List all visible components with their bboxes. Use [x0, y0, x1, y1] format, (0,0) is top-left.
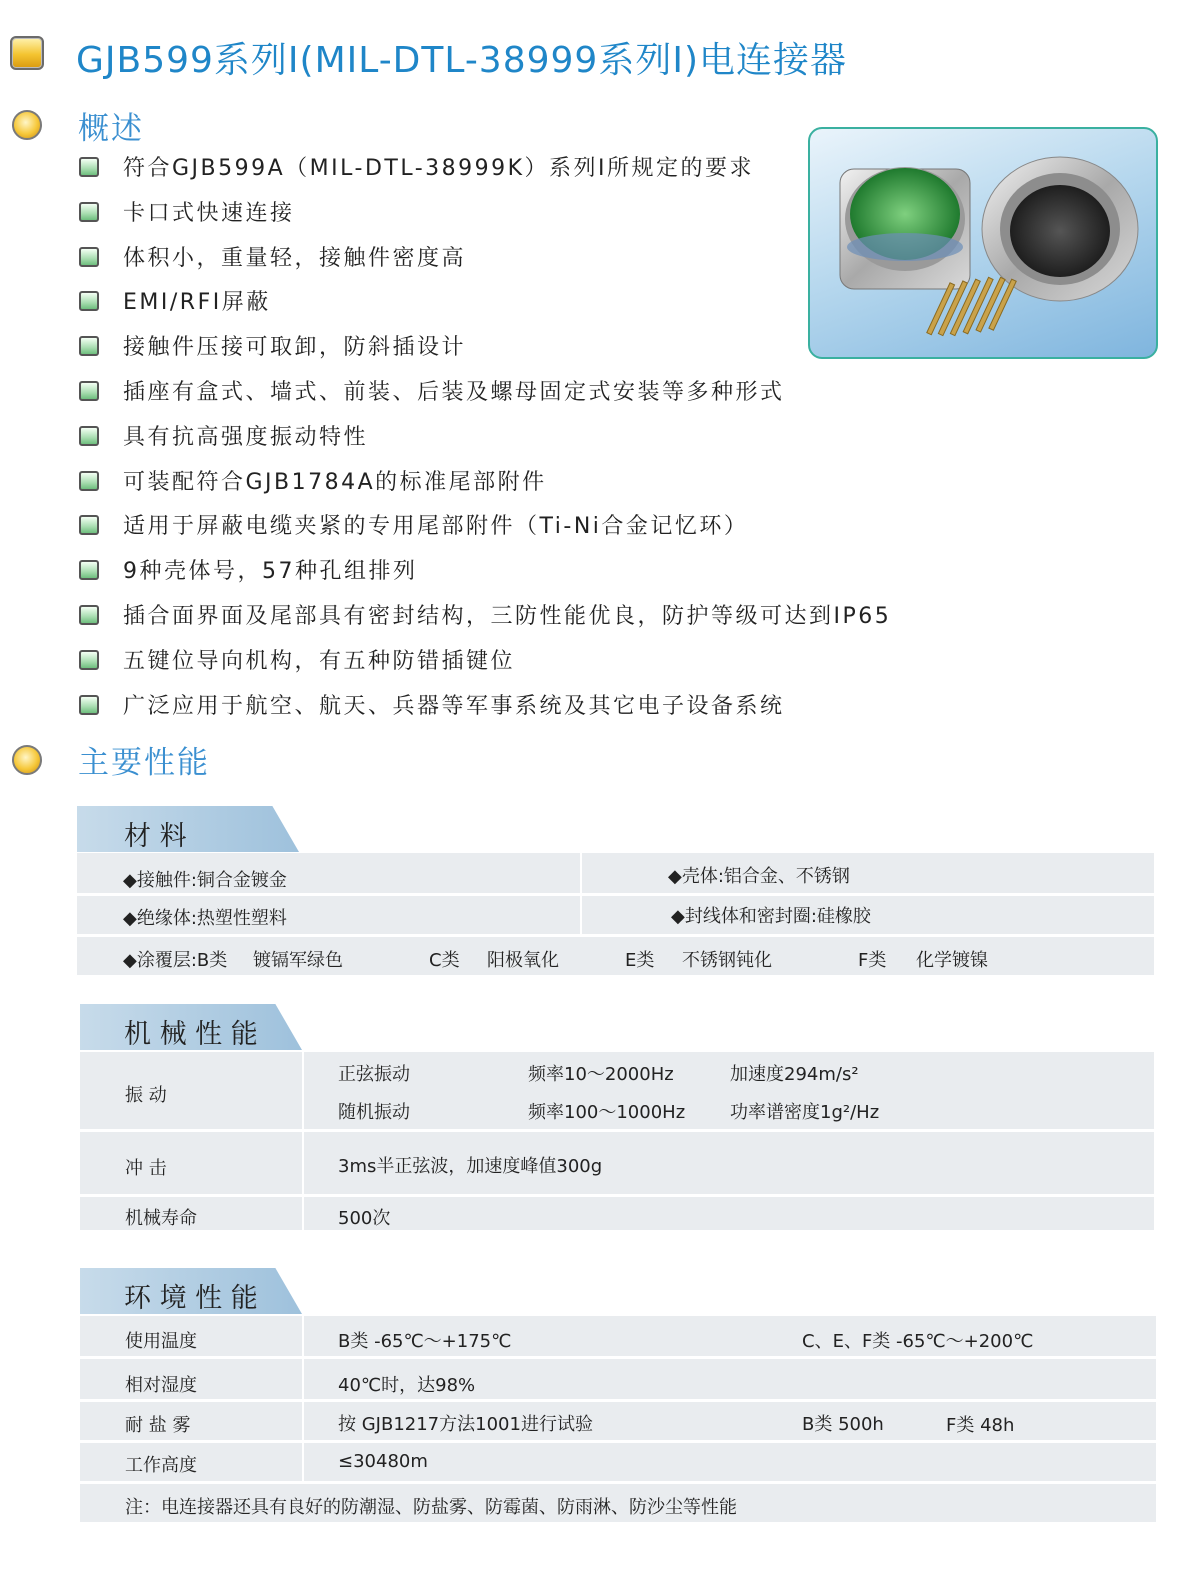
overview-item: 卡口式快速连接	[123, 200, 295, 226]
life-value: 500次	[338, 1208, 391, 1229]
overview-item: 插座有盒式、墙式、前装、后装及螺母固定式安装等多种形式	[123, 380, 785, 405]
divider	[580, 896, 582, 934]
bullet-icon	[79, 381, 99, 401]
salt-spray-label: 耐 盐 雾	[125, 1415, 191, 1436]
performance-heading: 主要性能	[78, 745, 210, 781]
materials-tab	[77, 806, 299, 852]
overview-item: 广泛应用于航空、航天、兵器等军事系统及其它电子设备系统	[123, 693, 785, 719]
divider	[302, 1402, 304, 1440]
salt-spray-value: 按 GJB1217方法1001进行试验	[338, 1414, 593, 1435]
random-vibration-label: 随机振动	[338, 1102, 410, 1123]
overview-heading: 概述	[78, 111, 144, 147]
overview-circle-icon	[12, 110, 42, 140]
sine-frequency: 频率10～2000Hz	[528, 1064, 674, 1085]
random-psd: 功率谱密度1g²/Hz	[730, 1102, 880, 1123]
note-text: 注：电连接器还具有良好的防潮湿、防盐雾、防霉菌、防雨淋、防沙尘等性能	[125, 1497, 737, 1518]
materials-row-3	[77, 937, 1154, 975]
connector-illustration	[810, 129, 1156, 357]
bullet-icon	[79, 157, 99, 177]
humidity-label: 相对湿度	[125, 1375, 197, 1396]
overview-item: 适用于屏蔽电缆夹紧的专用尾部附件（Ti-Ni合金记忆环）	[123, 514, 749, 540]
temperature-label: 使用温度	[125, 1331, 197, 1352]
coating-b: 镀镉军绿色	[253, 950, 343, 971]
overview-item: 五键位导向机构，有五种防错插键位	[123, 648, 516, 674]
divider	[302, 1052, 304, 1129]
title-square-icon	[10, 36, 44, 70]
bullet-icon	[79, 471, 99, 491]
environmental-tab-label: 环 境 性 能	[124, 1283, 258, 1314]
bullet-icon	[79, 560, 99, 580]
coating-c-label: C类	[429, 950, 460, 971]
divider	[302, 1443, 304, 1481]
temperature-cef: C、E、F类 -65℃～+200℃	[802, 1331, 1034, 1352]
divider	[580, 853, 582, 893]
salt-spray-b: B类 500h	[802, 1414, 884, 1435]
altitude-row	[80, 1443, 1156, 1481]
overview-item: 9种壳体号，57种孔组排列	[123, 559, 418, 585]
product-photo	[808, 127, 1158, 359]
bullet-icon	[79, 695, 99, 715]
mechanical-tab-label: 机 械 性 能	[124, 1019, 258, 1050]
performance-circle-icon	[12, 745, 42, 775]
bullet-icon	[79, 202, 99, 222]
vibration-label: 振 动	[125, 1085, 167, 1106]
divider	[302, 1316, 304, 1356]
divider	[302, 1359, 304, 1399]
temperature-b: B类 -65℃～+175℃	[338, 1331, 512, 1352]
shell-material: ◆壳体:铝合金、不锈钢	[668, 866, 850, 887]
overview-item: 接触件压接可取卸，防斜插设计	[123, 335, 467, 361]
coating-label: ◆涂覆层:B类	[123, 950, 228, 971]
materials-tab-label: 材 料	[124, 821, 187, 852]
overview-item: 插合面界面及尾部具有密封结构，三防性能优良，防护等级可达到IP65	[123, 604, 892, 629]
shock-row	[80, 1132, 1154, 1194]
page-title: GJB599系列Ⅰ(MIL-DTL-38999系列Ⅰ)电连接器	[76, 40, 847, 81]
life-label: 机械寿命	[125, 1208, 197, 1229]
bullet-icon	[79, 291, 99, 311]
altitude-label: 工作高度	[125, 1455, 197, 1476]
coating-f-label: F类	[858, 950, 887, 971]
random-frequency: 频率100～1000Hz	[528, 1102, 686, 1123]
bullet-icon	[79, 247, 99, 267]
bullet-icon	[79, 605, 99, 625]
bullet-icon	[79, 650, 99, 670]
bullet-icon	[79, 515, 99, 535]
bullet-icon	[79, 426, 99, 446]
bullet-icon	[79, 336, 99, 356]
coating-e: 不锈钢钝化	[682, 950, 772, 971]
sine-vibration-label: 正弦振动	[338, 1064, 410, 1085]
insulator-material: ◆绝缘体:热塑性塑料	[123, 908, 287, 929]
overview-item: EMI/RFI屏蔽	[123, 290, 271, 316]
life-row	[80, 1197, 1154, 1230]
contact-material: ◆接触件:铜合金镀金	[123, 870, 287, 891]
coating-c: 阳极氧化	[487, 950, 559, 971]
shock-label: 冲 击	[125, 1158, 167, 1179]
coating-f: 化学镀镍	[916, 950, 988, 971]
humidity-row	[80, 1359, 1156, 1399]
overview-item: 可装配符合GJB1784A的标准尾部附件	[123, 469, 547, 495]
coating-e-label: E类	[625, 950, 655, 971]
humidity-value: 40℃时，达98%	[338, 1375, 476, 1396]
sine-acceleration: 加速度294m/s²	[730, 1064, 859, 1085]
altitude-value: ≤30480m	[338, 1451, 428, 1472]
seal-material: ◆封线体和密封圈:硅橡胶	[671, 906, 871, 927]
salt-spray-f: F类 48h	[946, 1415, 1015, 1436]
overview-item: 具有抗高强度振动特性	[123, 424, 369, 450]
divider	[302, 1132, 304, 1194]
overview-item: 符合GJB599A（MIL-DTL-38999K）系列Ⅰ所规定的要求	[123, 156, 755, 181]
divider	[302, 1197, 304, 1230]
shock-value: 3ms半正弦波，加速度峰值300g	[338, 1156, 603, 1177]
overview-item: 体积小，重量轻，接触件密度高	[123, 245, 467, 271]
